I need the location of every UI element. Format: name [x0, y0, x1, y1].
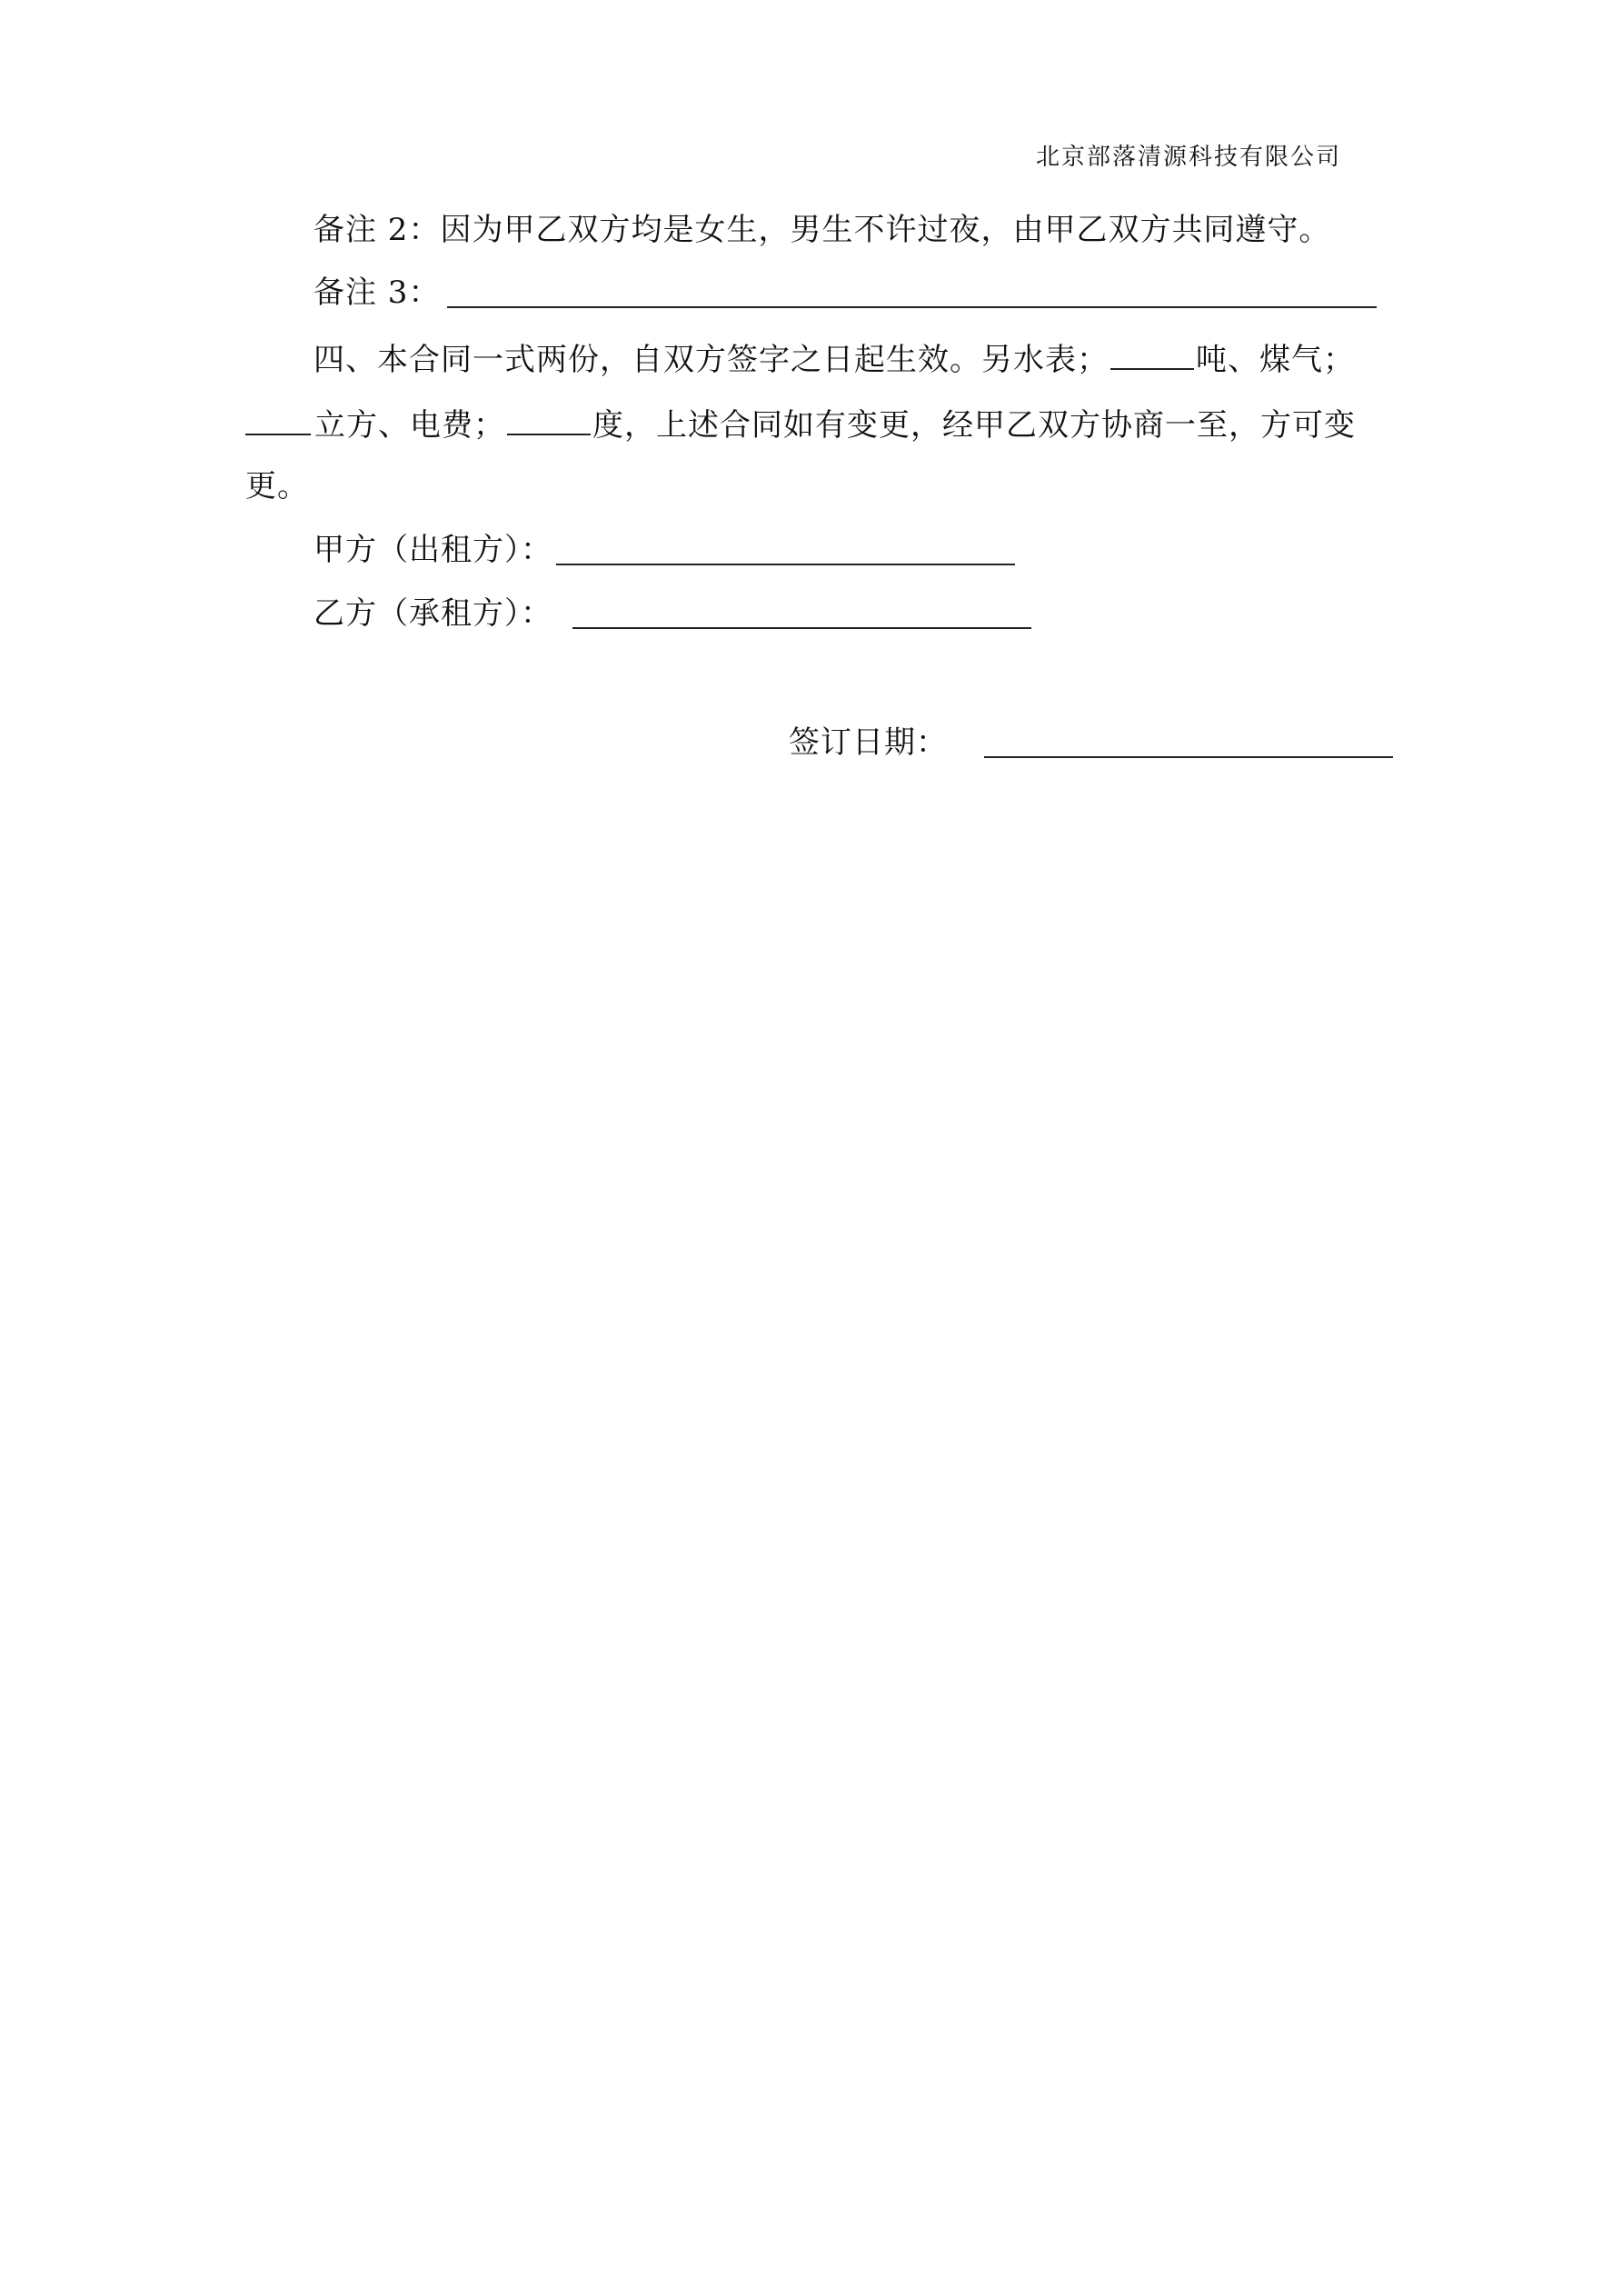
header-company-name: 北京部落清源科技有限公司 [1036, 144, 1342, 171]
note-3-row [313, 275, 1377, 311]
gas-meter-blank [245, 406, 311, 435]
party-a-label: 甲方（出租方）： [313, 532, 552, 568]
water-meter-blank [1110, 341, 1194, 370]
party-a-signature-row [313, 532, 1015, 568]
note-2-paragraph: 备注 2：因为甲乙双方均是女生，男生不许过夜，由甲乙双方共同遵守。 [313, 212, 1331, 248]
clause-4-line-2 [245, 406, 1356, 444]
party-b-signature-row [313, 595, 1031, 632]
sign-date-row [789, 724, 1393, 761]
sign-date-line [984, 725, 1393, 758]
clause-4-text-2: 吨、煤气； [1196, 342, 1355, 378]
clause-4-line-3: 更。 [245, 468, 309, 504]
note-3-blank-line [447, 277, 1377, 308]
sign-date-label: 签订日期： [789, 724, 948, 761]
party-b-signature-line [572, 598, 1031, 629]
electricity-blank [507, 406, 591, 435]
clause-4-text-4: 度，上述合同如有变更，经甲乙双方协商一至，方可变 [592, 407, 1356, 444]
clause-4-text-1: 四、本合同一式两份，自双方签字之日起生效。另水表； [313, 342, 1109, 378]
clause-4-line-1 [313, 341, 1355, 378]
note-3-label: 备注 3： [313, 275, 441, 311]
party-b-label: 乙方（承租方）： [313, 595, 552, 632]
party-a-signature-line [556, 534, 1015, 565]
clause-4-text-3: 立方、电费； [314, 407, 505, 444]
